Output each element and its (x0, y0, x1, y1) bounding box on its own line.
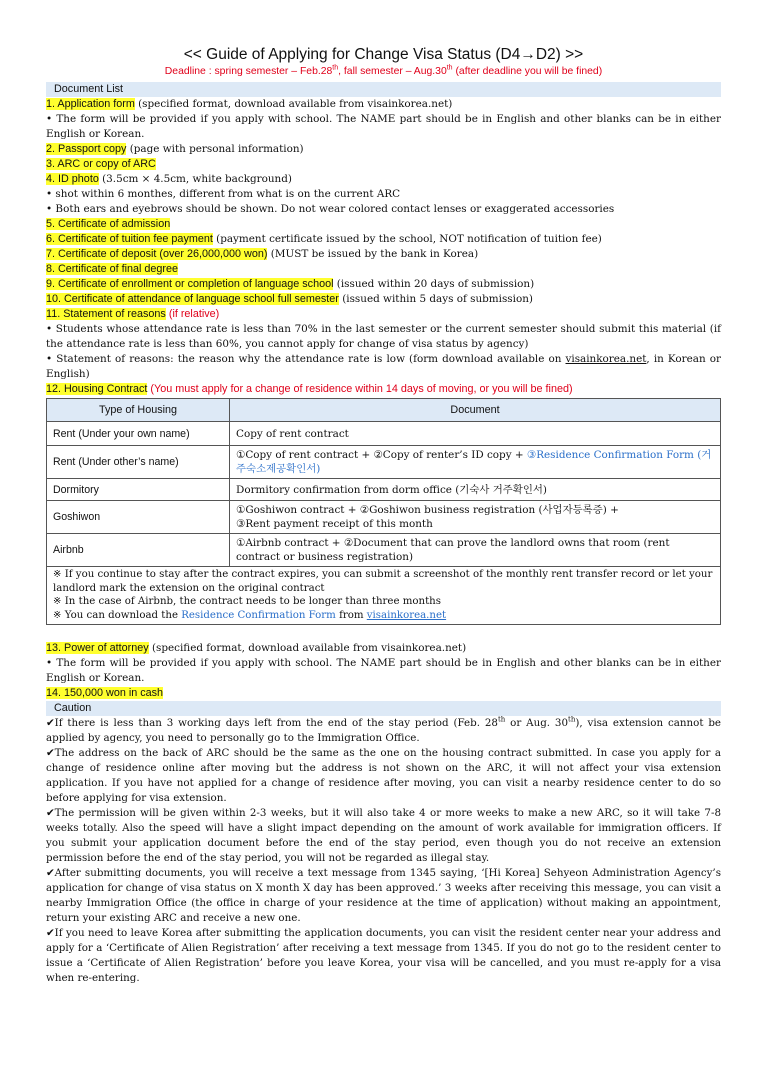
deadline-notice: Deadline : spring semester – Feb.28th, fall semester – Aug.30th (after deadline you will be fined) (164, 64, 603, 77)
item-power-of-attorney: 13. Power of attorney (specified format, download available from visainkorea.net) (46, 642, 467, 654)
document-list-header: Document List (46, 82, 721, 97)
item-application-form: 1. Application form (specified format, download available from visainkorea.net) (46, 98, 453, 110)
item-statement-reasons-note-1: • Students whose attendance rate is less than 70% in the last semester or the current semester should submit this material (if the attendance rate is less than 60%, you cannot apply for change of visa status by agency) (46, 323, 721, 350)
table-row: Rent (Under other’s name) ①Copy of rent contract + ②Copy of renter’s ID copy + ③Residence Confirmation Form (거주숙소제공확인서) (47, 446, 721, 479)
page-title: << Guide of Applying for Change Visa Status (D4→D2) >> (183, 46, 584, 63)
item-id-photo-note-2: • Both ears and eyebrows should be shown. Do not wear colored contact lenses or exaggerated accessories (46, 203, 615, 215)
item-language-attendance: 10. Certificate of attendance of language school full semester (issued within 5 days of submission) (46, 293, 533, 305)
visainkorea-link[interactable]: visainkorea.net (565, 353, 647, 365)
housing-note-1: ※ If you continue to stay after the contract expires, you can submit a screenshot of the monthly rent transfer record or let your landlord mark the extension on the original contract (53, 569, 713, 594)
item-language-enrollment: 9. Certificate of enrollment or completion of language school (issued within 20 days of submission) (46, 278, 535, 290)
item-statement-reasons-note-2: • Statement of reasons: the reason why the attendance rate is low (form download available on visainkorea.net, in Korean or English) (46, 353, 721, 380)
item-arc: 3. ARC or copy of ARC (46, 158, 156, 170)
housing-table (46, 398, 721, 567)
item-cash: 14. 150,000 won in cash (46, 687, 164, 699)
housing-note-3: ※ You can download the Residence Confirmation Form from visainkorea.net (53, 609, 447, 621)
caution-item-4: ✔After submitting documents, you will receive a text message from 1345 saying, ‘[Hi Korea] Sehyeon Administration Agency’s application for change of visa status on X month X day has been approved.’ 3 weeks after receiving this message, you can visit a nearby Immigration Office (the office in charge of your residence at the time of application) without making an appointment, return your existing ARC and receive a new one. (46, 867, 721, 924)
housing-note-2: ※ In the case of Airbnb, the contract needs to be longer than three months (53, 596, 441, 607)
header-type-of-housing: Type of Housing (47, 399, 230, 422)
item-certificate-admission: 5. Certificate of admission (46, 218, 171, 230)
item-passport-copy: 2. Passport copy (page with personal information) (46, 143, 304, 155)
housing-notes (46, 567, 721, 625)
housing-table-header (47, 399, 721, 422)
header-document: Document (230, 399, 721, 422)
table-row: Dormitory Dormitory confirmation from dorm office (기숙사 거주확인서) (47, 479, 721, 501)
item-statement-reasons: 11. Statement of reasons (if relative) (46, 308, 220, 320)
item-tuition-payment: 6. Certificate of tuition fee payment (payment certificate issued by the school, NOT notification of tuition fee) (46, 233, 602, 245)
residence-confirmation-form-link[interactable]: ③Residence Confirmation Form (거주숙소제공확인서) (236, 449, 712, 475)
caution-item-3: ✔The permission will be given within 2-3 weeks, but it will also take 4 or more weeks to make a new ARC, so it will take 7-8 weeks totally. Also the speed will have a slight impact depending on the amount of work available for immigration officers. If you submit your application document before the end of the stay period, even though you do not receive an extension permission before the end of the stay period, you will not be regarded as illegal stay. (46, 807, 721, 864)
caution-item-1: ✔If there is less than 3 working days left from the end of the stay period (Feb. 28th or Aug. 30th), visa extension cannot be applied by agency, you need to personally go to the Immigration Office. (46, 715, 722, 744)
item-certificate-deposit: 7. Certificate of deposit (over 26,000,000 won) (MUST be issued by the bank in Korea) (46, 248, 479, 260)
item-id-photo: 4. ID photo (3.5cm × 4.5cm, white background) (46, 173, 292, 185)
document-page (0, 46, 768, 986)
item-application-form-note: • The form will be provided if you apply with school. The NAME part should be in English and other blanks can be in either English or Korean. (46, 113, 721, 140)
caution-item-5: ✔If you need to leave Korea after submitting the application documents, you can visit the resident center near your address and apply for a ‘Certificate of Alien Registration’ after receiving a text message from 1345. If you do not go to the resident center to issue a ‘Certificate of Alien Registration’ before you leave Korea, your visa will be cancelled, and you must re-apply for a visa when re-entering. (46, 927, 721, 984)
visainkorea-link-2[interactable]: visainkorea.net (366, 609, 447, 621)
item-power-of-attorney-note: • The form will be provided if you apply with school. The NAME part should be in English and other blanks can be in either English or Korean. (46, 657, 721, 684)
caution-header: Caution (46, 701, 721, 716)
caution-item-2: ✔The address on the back of ARC should be the same as the one on the housing contract submitted. In case you apply for a change of residence online after moving but the address is not shown on the ARC, it will not affect your visa extension application. If you have not applied for a change of residence after moving, you can visit a nearby residence center to do so before applying for visa extension. (46, 747, 721, 804)
table-row: Rent (Under your own name) Copy of rent contract (47, 422, 721, 446)
table-row: Goshiwon ①Goshiwon contract + ②Goshiwon business registration (사업자등록증) + ③Rent payment receipt of this month (47, 501, 721, 534)
item-final-degree: 8. Certificate of final degree (46, 263, 179, 275)
table-row: Airbnb ①Airbnb contract + ②Document that can prove the landlord owns that room (rent contract or business registration) (47, 534, 721, 567)
residence-form-link[interactable]: Residence Confirmation Form (181, 609, 336, 621)
item-housing-contract: 12. Housing Contract (You must apply for a change of residence within 14 days of moving, or you will be fined) (46, 383, 573, 395)
item-id-photo-note-1: • shot within 6 monthes, different from what is on the current ARC (46, 188, 401, 200)
